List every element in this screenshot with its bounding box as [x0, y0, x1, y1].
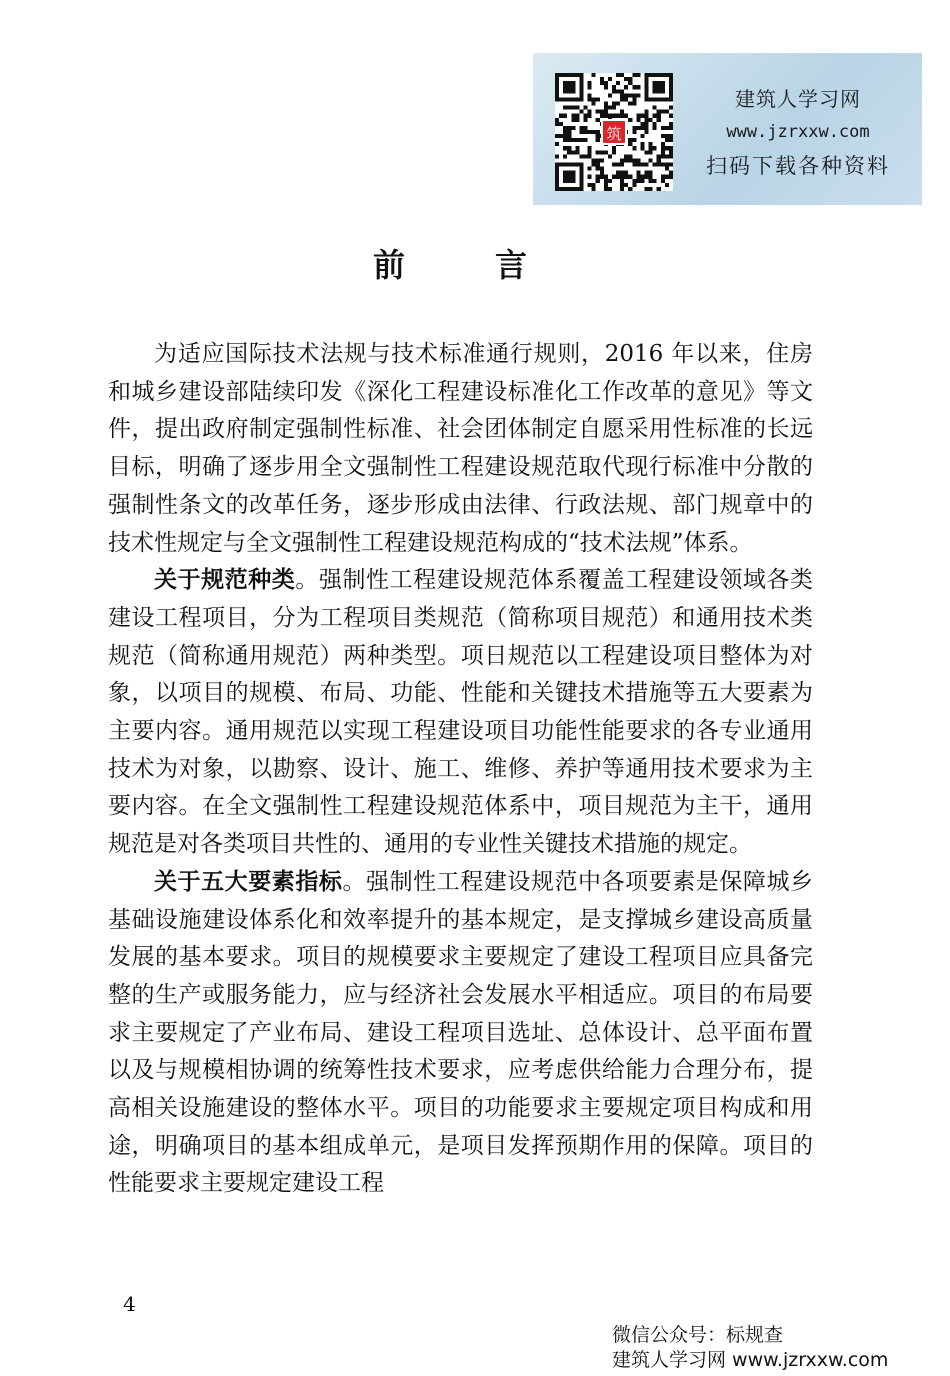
banner-title: 建筑人学习网 [735, 87, 861, 111]
banner-subtitle: 扫码下载各种资料 [706, 154, 890, 178]
qr-code-icon [555, 73, 673, 191]
footer-line-wechat: 微信公众号：标规查 [612, 1324, 784, 1346]
qr-banner [533, 53, 922, 205]
page-number: 4 [123, 1292, 136, 1316]
page-title: 前言 [372, 246, 617, 284]
footer-watermark [612, 1323, 942, 1373]
paragraph-3 [108, 864, 813, 1203]
paragraph-lead: 关于规范种类 [154, 567, 296, 594]
paragraph-lead: 关于五大要素指标 [154, 868, 343, 895]
footer-line-site: 建筑人学习网 www.jzrxxw.com [612, 1349, 889, 1371]
paragraph-text: 。强制性工程建设规范中各项要素是保障城乡基础设施建设体系化和效率提升的基本规定，是支撑城乡建设高质量发展的基本要求。项目的规模要求主要规定了建设工程项目应具备完整的生产或服务能力，应与经济社会发展水平相适应。项目的布局要求主要规定了产业布局、建设工程项目选址、总体设计、总平面布置以及与规模相协调的统筹性技术要求，应考虑供给能力合理分布，提高相关设施建设的整体水平。项目的功能要求主要规定项目构成和用途，明确项目的基本组成单元，是项目发挥预期作用的保障。项目的性能要求主要规定建设工程 [108, 868, 814, 1197]
paragraph-2 [108, 562, 813, 864]
paragraph-1 [108, 336, 813, 562]
banner-url: www.jzrxxw.com [726, 122, 870, 142]
qr-badge: 筑 [601, 119, 627, 145]
paragraph-text: 为适应国际技术法规与技术标准通行规则，2016 年以来，住房和城乡建设部陆续印发《深化工程建设标准化工作改革的意见》等文件，提出政府制定强制性标准、社会团体制定自愿采用性标准的长远目标，明确了逐步用全文强制性工程建设规范取代现行标准中分散的强制性条文的改革任务，逐步形成由法律、行政法规、部门规章中的技术性规定与全文强制性工程建设规范构成的“技术法规”体系。 [108, 341, 813, 556]
paragraph-text: 。强制性工程建设规范体系覆盖工程建设领域各类建设工程项目，分为工程项目类规范（简称项目规范）和通用技术类规范（简称通用规范）两种类型。项日规范以工程建设项目整体为对象，以项目的规模、布局、功能、性能和关键技术措施等五大要素为主要内容。通用规范以实现工程建设项目功能性能要求的各专业通用技术为对象，以勘察、设计、施工、维修、养护等通用技术要求为主要内容。在全文强制性工程建设规范体系中，项目规范为主干，通用规范是对各类项目共性的、通用的专业性关键技术措施的规定。 [108, 567, 814, 858]
banner-text [688, 83, 908, 183]
document-body [108, 336, 813, 1203]
